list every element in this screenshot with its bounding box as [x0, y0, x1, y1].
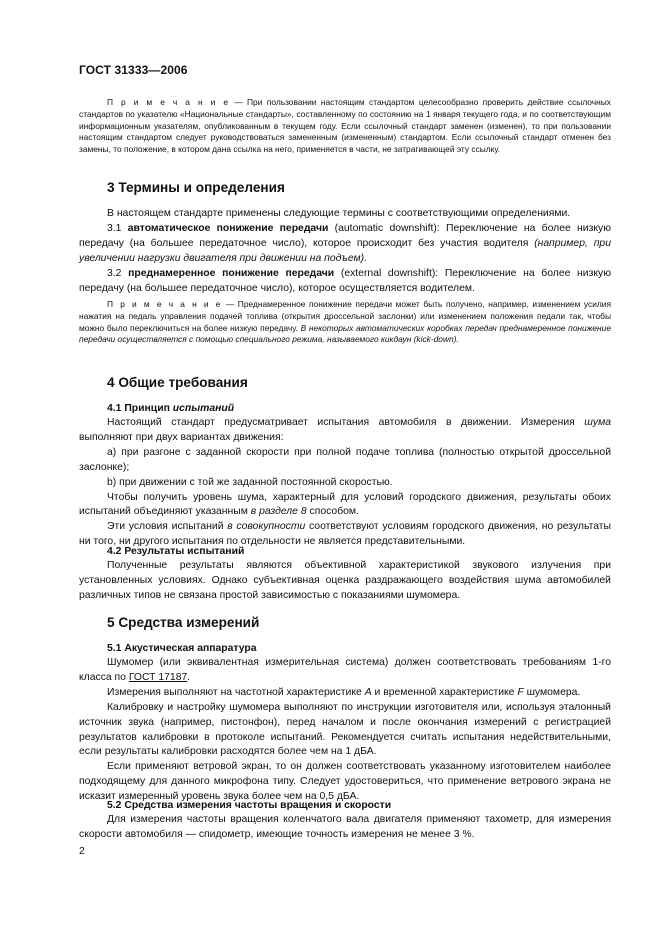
term-3-2-name: преднамеренное понижение передачи	[128, 267, 335, 279]
subsection-4-1-heading: 4.1 Принцип испытаний	[107, 403, 235, 414]
term-3-1: 3.1 автоматическое понижение передачи (automatic downshift): Переключение на более низкую передачу (на большее передаточное число), которое происходит без участия водителя (например, при увеличении нагрузки двигателя при движении на подъем).	[79, 222, 612, 264]
note-label: П р и м е ч а н и е	[107, 299, 223, 309]
section-4-heading: 4 Общие требования	[107, 375, 248, 390]
subsection-5-2-heading: 5.2 Средства измерения частоты вращения и скорости	[107, 800, 392, 811]
section-5-1-body: Шумомер (или эквивалентная измерительная система) должен соответствовать требованиям 1-го класса по ГОСТ 17187. Измерения выполняют на частотной характеристике А и временной характеристике F шумомера. Калибровку и настройку шумомера выполняют по инструкции изготовителя или, используя эталонный источник звука (например, пистонфон), перед началом и после окончания измерений с регистрацией результатов калибровки в протоколе испытаний. Рекомендуется считать испытания недействительными, если результаты калибровки расходятся более чем на 1 дБА. Если применяют ветровой экран, то он должен соответствовать указанному изготовителем наиболее подходящему для данного микрофона типу. Следует удостовериться, что применение ветрового экрана не исказит измеренный уровень звука более чем на 0,5 дБА.	[79, 657, 611, 803]
section-4-2-body: Полученные результаты являются объективной характеристикой звукового излучения при установленных условиях. Однако субъективная оценка раздражающего воздействия шума автомобилей различных типов не связана простой зависимостью с показаниями шумомера.	[79, 560, 611, 601]
term-3-2: 3.2 преднамеренное понижение передачи (external downshift): Переключение на более низкую передачу (на большее передаточное число), которое осуществляется водителем.	[79, 267, 611, 294]
list-item-b: b) при движении с той же заданной постоянной скоростью.	[107, 476, 393, 488]
section-5-heading: 5 Средства измерений	[107, 615, 260, 630]
note-label: П р и м е ч а н и е	[107, 97, 230, 107]
document-id: ГОСТ 31333—2006	[79, 63, 188, 77]
section-4-1-body: Настоящий стандарт предусматривает испытания автомобиля в движении. Измерения шума выполняют при двух вариантах движения: а) при разгоне с заданной скорости при полной подаче топлива (полностью открытой дроссельной заслонке); b) при движении с той же заданной постоянной скоростью. Чтобы получить уровень шума, характерный для условий городского движения, результаты обоих испытаний объединяют указанным в разделе 8 способом. Эти условия испытаний в совокупности соответствуют условиям городского движения, но результаты ни того, ни другого испытания по отдельности не является представительными.	[79, 417, 611, 548]
list-item-a: а) при разгоне с заданной скорости при полной подаче топлива (полностью открытой дроссельной заслонке);	[79, 446, 611, 473]
page-number: 2	[79, 845, 85, 857]
subsection-4-2-heading: 4.2 Результаты испытаний	[107, 546, 245, 557]
subsection-5-1-heading: 5.1 Акустическая аппаратура	[107, 643, 257, 654]
section-3-heading: 3 Термины и определения	[107, 180, 285, 195]
section-5-2-body: Для измерения частоты вращения коленчатого вала двигателя применяют тахометр, для измерения скорости автомобиля — спидометр, имеющие точность измерения не менее 3 %.	[79, 814, 611, 840]
section-3-intro: В настоящем стандарте применены следующие термины с соответствующими определениями.	[107, 208, 571, 219]
note-text: — При пользовании настоящим стандартом целесообразно проверить действие ссылочных стандартов по указателю «Национальные стандарты», составленному по состоянию на 1 января текущего года, и по соответствующим информационным указателям, опубликованным в текущем году. Если ссылочный стандарт заменен (изменен), то при пользовании настоящим стандартом следует руководствоваться замененным (измененным) стандартом. Если ссылочный стандарт отменен без замены, то положение, в котором дана ссылка на него, применяется в части, не затрагивающей эту ссылку.	[79, 97, 611, 155]
note-references	[79, 97, 611, 156]
note-downshift: П р и м е ч а н и е — Преднамеренное понижение передачи может быть получено, например, изменением усилия нажатия на педаль управления подачей топлива (открытия дроссельной заслонки) или изменением положения педали так, чтобы можно было переключиться на более низкую передачу. В некоторых автоматических коробках передач преднамеренное понижение передачи осуществляется с помощью специального режима, называемого кикдаун (kick-down).	[79, 299, 611, 345]
section-3-body	[79, 207, 611, 296]
term-3-1-name: автоматическое понижение передачи	[127, 222, 329, 234]
gost-17187-link[interactable]: ГОСТ 17187	[128, 671, 188, 683]
